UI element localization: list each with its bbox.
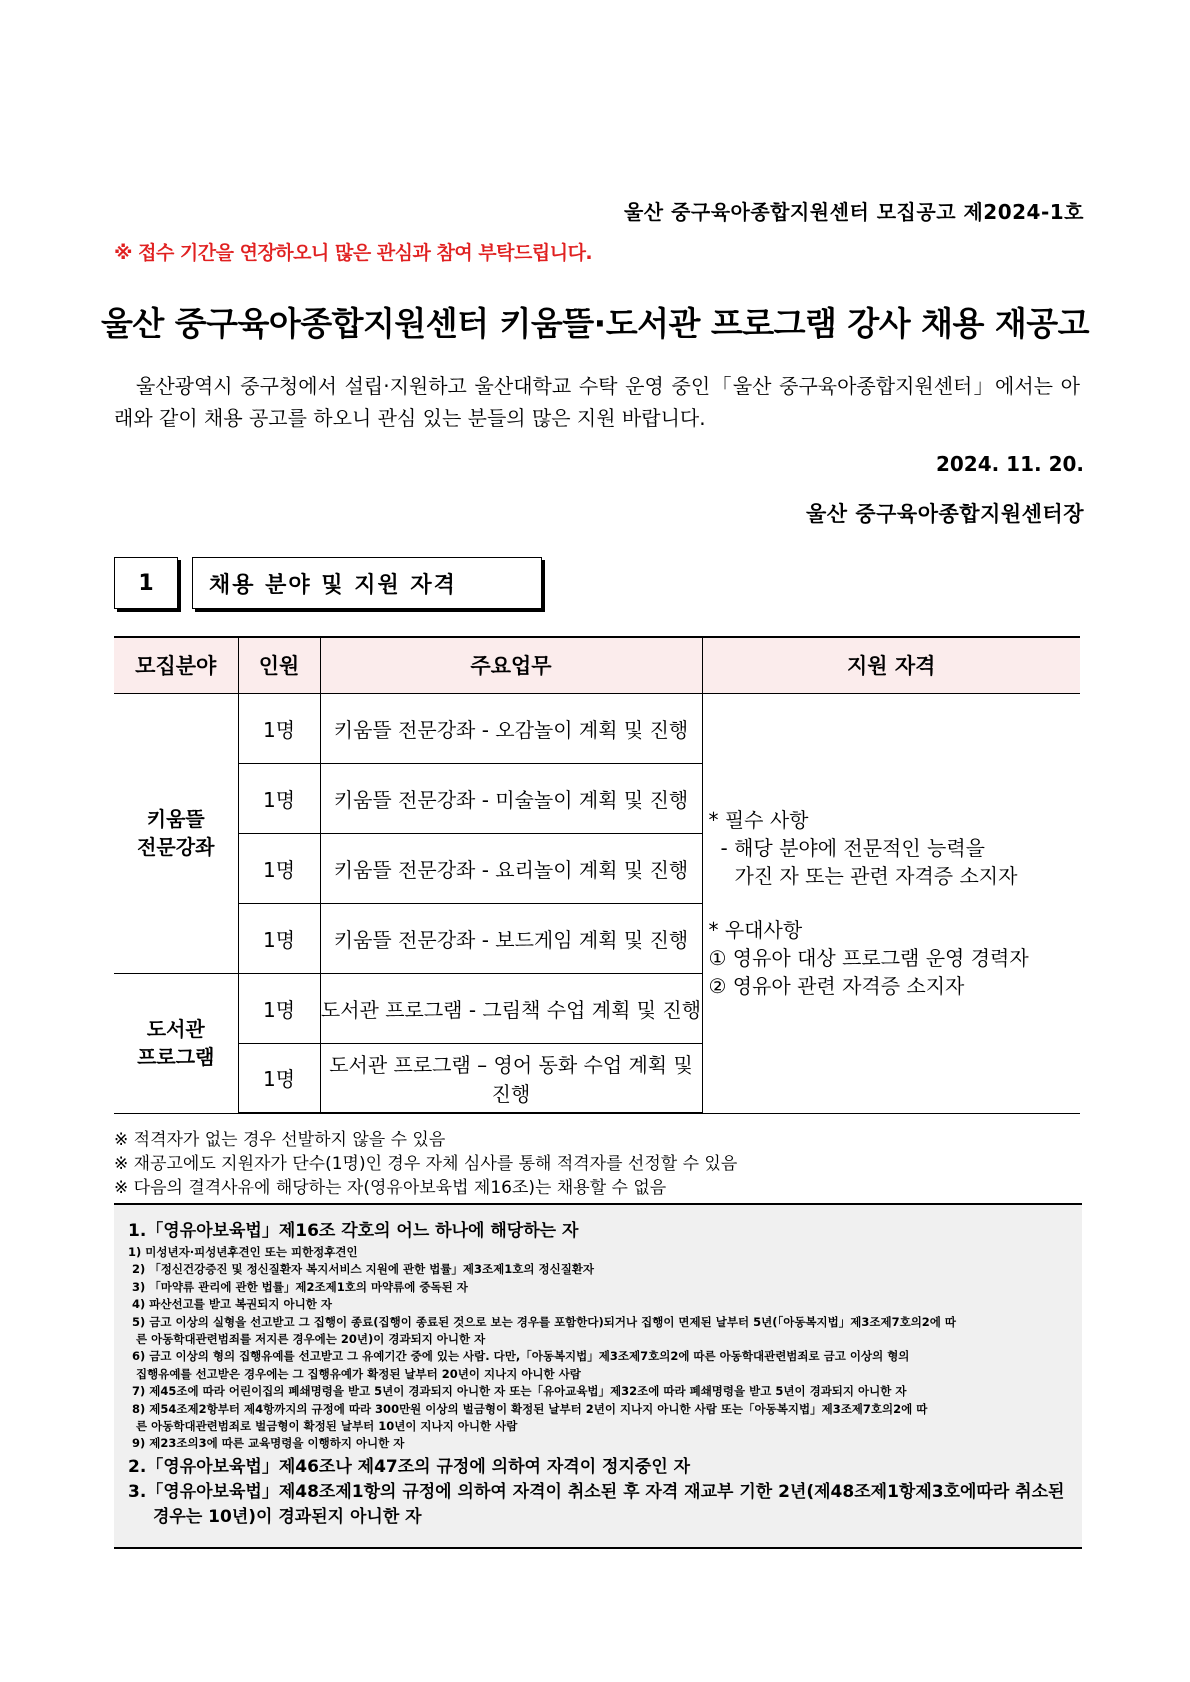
disqualification-subitem: [128, 1348, 1068, 1365]
count-cell: 1명: [238, 833, 320, 903]
page-title: 울산 중구육아종합지원센터 키움뜰·도서관 프로그램 강사 채용 재공고: [101, 304, 1089, 343]
duty-cell: 키움뜰 전문강좌 - 미술놀이 계획 및 진행: [320, 763, 702, 833]
subitem-number: 3): [132, 1279, 146, 1294]
disqualification-box: [114, 1203, 1082, 1549]
disqualification-subitem: [128, 1383, 1068, 1400]
table-row: [114, 693, 1080, 763]
subitem-number: 7): [132, 1384, 146, 1399]
subitem-text: 른 아동학대관련범죄로 벌금형이 확정된 날부터 10년이 지나지 아니한 사람: [136, 1419, 518, 1434]
notice-date: 2024. 11. 20.: [935, 452, 1084, 476]
duty-cell: 도서관 프로그램 – 영어 동화 수업 계획 및 진행: [320, 1043, 702, 1113]
disqualification-subitem: [128, 1261, 1068, 1278]
field-name: 키움뜰: [146, 807, 205, 831]
disqualification-subitem: [128, 1296, 1068, 1313]
disqualification-subitem: [128, 1279, 1068, 1296]
count-cell: 1명: [238, 1043, 320, 1113]
subitem-text: 「마약류 관리에 관한 법률」제2조제1호의 마약류에 중독된 자: [149, 1279, 468, 1294]
preferred-title: * 우대사항: [708, 918, 803, 942]
table-header-row: [114, 637, 1080, 693]
required-title: * 필수 사항: [708, 808, 809, 832]
header-field: 모집분야: [114, 637, 238, 693]
subitem-text: 제45조에 따라 어린이집의 폐쇄명령을 받고 5년이 경과되지 아니한 자 또는「유아교육법」제32조에 따라 폐쇄명령을 받고 5년이 경과되지 아니한 자: [149, 1384, 907, 1399]
preferred-item: ① 영유아 대상 프로그램 운영 경력자: [708, 946, 1029, 970]
count-cell: 1명: [238, 973, 320, 1043]
note-line: ※ 다음의 결격사유에 해당하는 자(영유아보육법 제16조)는 채용할 수 없음: [114, 1178, 667, 1198]
duty-cell: 키움뜰 전문강좌 - 보드게임 계획 및 진행: [320, 903, 702, 973]
subitem-text: 금고 이상의 형의 집행유예를 선고받고 그 유예기간 중에 있는 사람. 다만,「아동복지법」제3조제7호의2에 따른 아동학대관련범죄로 금고 이상의 형의: [149, 1349, 910, 1364]
subitem-number: 9): [132, 1436, 146, 1451]
duty-cell: 키움뜰 전문강좌 - 오감놀이 계획 및 진행: [320, 693, 702, 763]
subitem-text: 금고 이상의 실형을 선고받고 그 집행이 종료(집행이 종료된 것으로 보는 경우를 포함한다)되거나 집행이 면제된 날부터 5년(「아동복지법」제3조제7호의2에 따: [149, 1314, 957, 1329]
section-number-box: 1: [114, 557, 178, 609]
preferred-block: [709, 916, 1075, 1000]
disqualification-subitem-continued: [128, 1331, 1068, 1348]
required-line: - 해당 분야에 전문적인 능력을: [720, 836, 985, 860]
field-kiumtteul: [114, 693, 238, 973]
subitem-number: 5): [132, 1314, 146, 1329]
count-cell: 1명: [238, 763, 320, 833]
field-library: [114, 973, 238, 1113]
qualification-cell: [702, 693, 1080, 1113]
subitem-number: 6): [132, 1349, 146, 1364]
field-name: 도서관: [146, 1017, 205, 1041]
disqualification-subitem: [128, 1401, 1068, 1418]
subitem-text: 집행유예를 선고받은 경우에는 그 집행유예가 확정된 날부터 20년이 지나지 아니한 사람: [136, 1366, 581, 1381]
required-block: [709, 806, 1075, 890]
duty-cell: 도서관 프로그램 - 그림책 수업 계획 및 진행: [320, 973, 702, 1043]
preferred-item: ② 영유아 관련 자격증 소지자: [708, 974, 965, 998]
disqualification-subitem: [128, 1435, 1068, 1452]
subitem-number: 8): [132, 1401, 146, 1416]
section-title-box: 채용 분야 및 지원 자격: [192, 557, 542, 609]
disqualification-item: 2.「영유아보육법」제46조나 제47조의 규정에 의하여 자격이 정지중인 자: [128, 1456, 691, 1477]
count-cell: 1명: [238, 903, 320, 973]
note-line: ※ 재공고에도 지원자가 단수(1명)인 경우 자체 심사를 통해 적격자를 선정할 수 있음: [114, 1154, 738, 1174]
subitem-text: 「정신건강증진 및 정신질환자 복지서비스 지원에 관한 법률」제3조제1호의 정신질환자: [149, 1262, 595, 1277]
subitem-text: 미성년자·피성년후견인 또는 피한정후견인: [145, 1245, 358, 1259]
subitem-text: 파산선고를 받고 복권되지 아니한 자: [149, 1297, 332, 1312]
required-line: 가진 자 또는 관련 자격증 소지자: [734, 864, 1018, 888]
field-name: 전문강좌: [137, 835, 215, 859]
header-duty: 주요업무: [320, 637, 702, 693]
subitem-text: 제23조의3에 따른 교육명령을 이행하지 아니한 자: [149, 1436, 405, 1451]
disqualification-item: 3.「영유아보육법」제48조제1항의 규정에 의하여 자격이 취소된 후 자격 재교부 기한 2년(제48조제1항제3호에따라 취소된 경우는 10년)이 경과된지 아니한 자: [128, 1481, 1065, 1527]
field-name: 프로그램: [137, 1045, 215, 1069]
count-cell: 1명: [238, 693, 320, 763]
disqualification-item: 1.「영유아보육법」제16조 각호의 어느 하나에 해당하는 자: [128, 1221, 579, 1241]
note-line: ※ 적격자가 없는 경우 선발하지 않을 수 있음: [114, 1130, 446, 1150]
subitem-number: 1): [128, 1245, 142, 1259]
recruitment-table: [114, 636, 1080, 1114]
disqualification-subitem: [128, 1244, 1068, 1261]
subitem-number: 2): [132, 1262, 146, 1277]
issuer: 울산 중구육아종합지원센터장: [805, 502, 1084, 526]
extension-notice: ※ 접수 기간을 연장하오니 많은 관심과 참여 부탁드립니다.: [114, 242, 593, 264]
intro-paragraph: 울산광역시 중구청에서 설립·지원하고 울산대학교 수탁 운영 중인「울산 중구육아종합지원센터」에서는 아래와 같이 채용 공고를 하오니 관심 있는 분들의 많은 지원 바랍니다.: [114, 374, 1080, 430]
disqualification-subitem-continued: [128, 1418, 1068, 1435]
disqualification-subitem-continued: [128, 1366, 1068, 1383]
subitem-number: 4): [132, 1297, 146, 1312]
subitem-text: 른 아동학대관련범죄를 저지른 경우에는 20년)이 경과되지 아니한 자: [136, 1332, 486, 1347]
notes: [114, 1128, 737, 1200]
header-qualification: 지원 자격: [702, 637, 1080, 693]
disqualification-subitem: [128, 1314, 1068, 1331]
subitem-text: 제54조제2항부터 제4항까지의 규정에 따라 300만원 이상의 벌금형이 확정된 날부터 2년이 지나지 아니한 사람 또는「아동복지법」제3조제7호의2에 따: [149, 1401, 928, 1416]
duty-cell: 키움뜰 전문강좌 - 요리놀이 계획 및 진행: [320, 833, 702, 903]
header-count: 인원: [238, 637, 320, 693]
notice-number: 울산 중구육아종합지원센터 모집공고 제2024-1호: [623, 200, 1084, 224]
